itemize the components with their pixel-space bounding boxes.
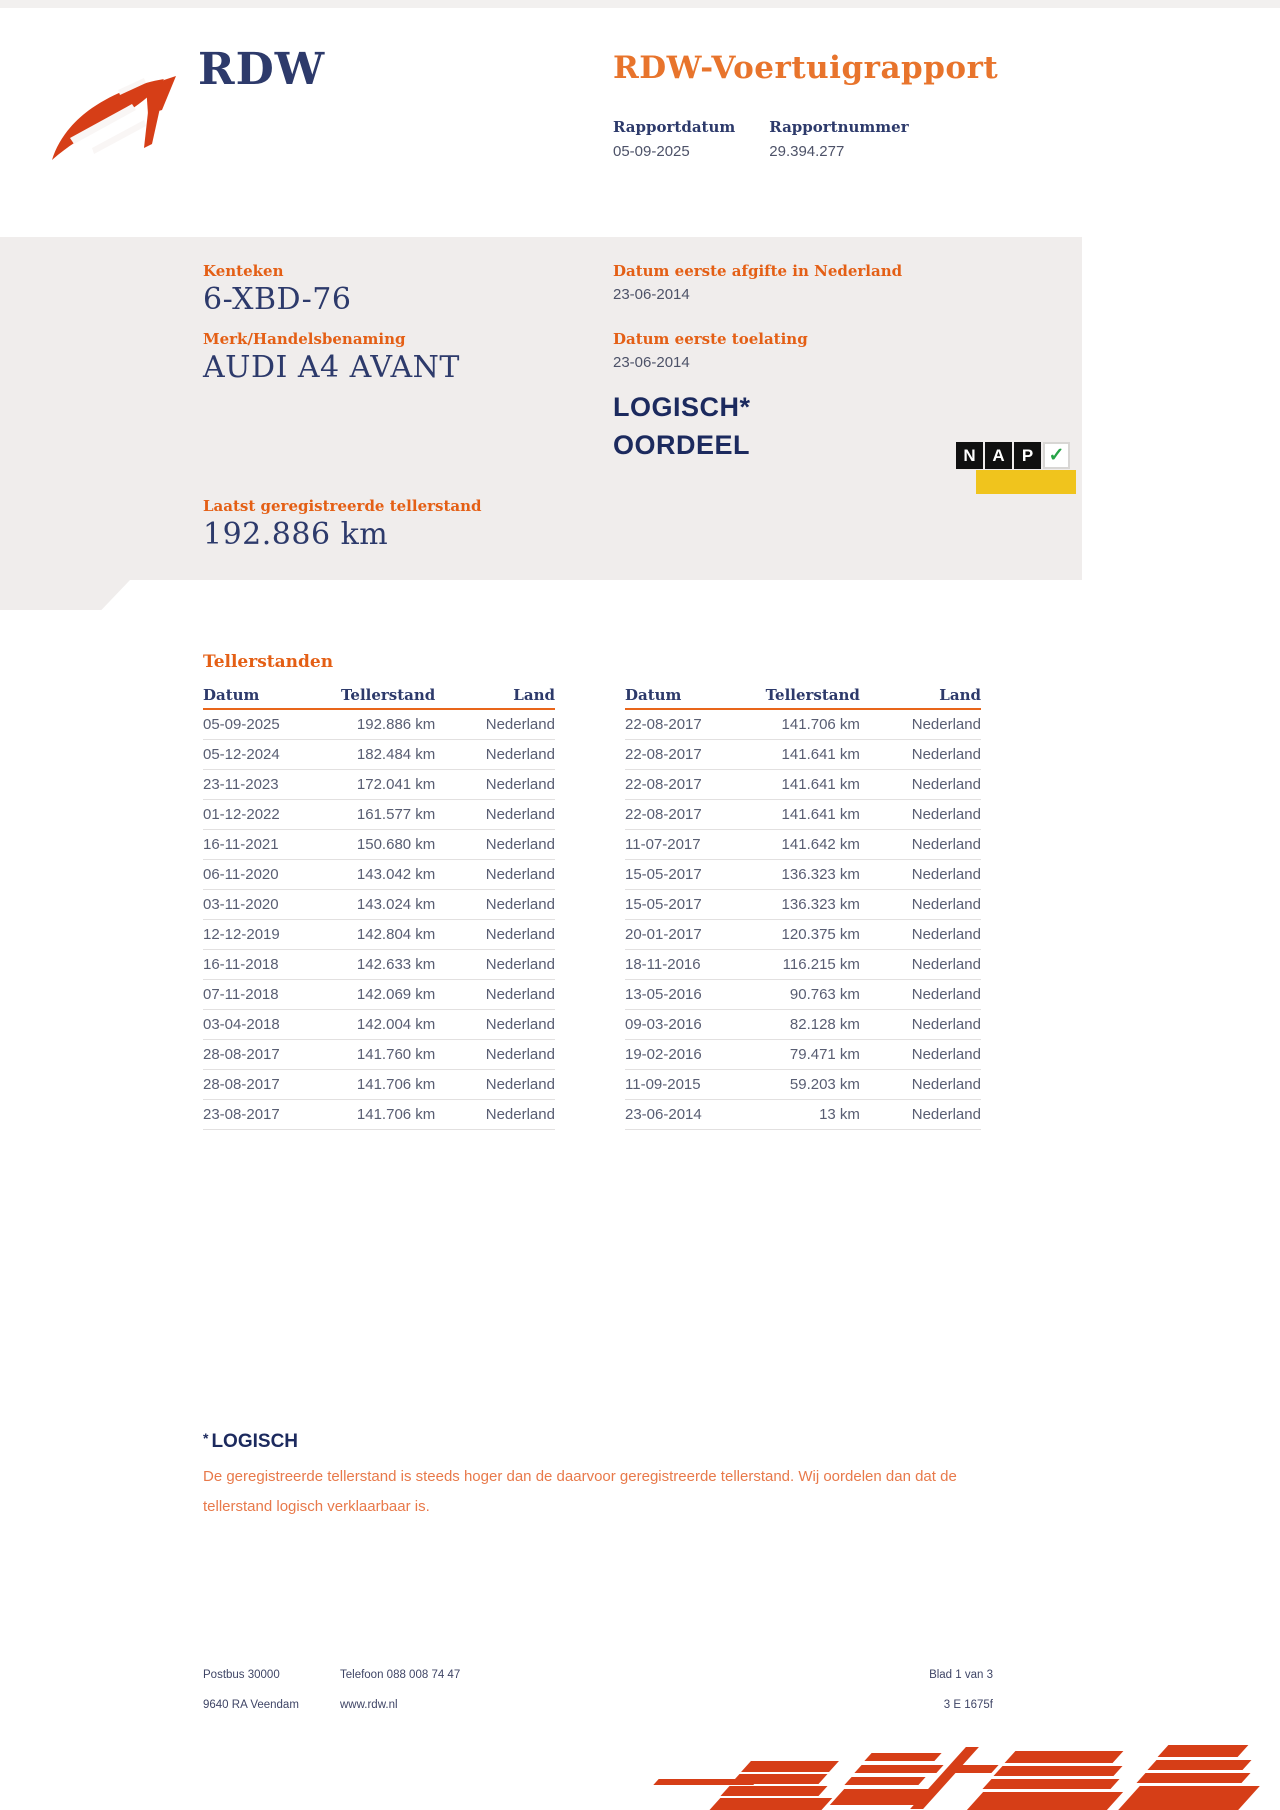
- verdict-text: [613, 388, 751, 464]
- table-row: [203, 980, 555, 1010]
- table-cell-country: Nederland: [485, 956, 555, 973]
- table-cell-country: Nederland: [485, 716, 555, 733]
- nap-letter-n: N: [956, 442, 983, 469]
- table-cell-date: 16-11-2018: [203, 956, 279, 973]
- table-cell-date: 16-11-2021: [203, 836, 279, 853]
- table-cell-country: Nederland: [485, 1016, 555, 1033]
- table-title: Tellerstanden: [203, 652, 334, 672]
- first-admission-label: Datum eerste toelating: [613, 330, 808, 348]
- vehicle-panel-tab: [0, 580, 130, 610]
- table-cell-date: 28-08-2017: [203, 1046, 280, 1063]
- footer-contact: [340, 1660, 460, 1720]
- table-cell-value: 142.069 km: [356, 986, 436, 1003]
- table-cell-country: Nederland: [911, 866, 981, 883]
- table-body: [625, 710, 981, 1130]
- header-datum: Datum: [203, 686, 260, 704]
- table-row: [625, 800, 981, 830]
- nap-letter-p: P: [1014, 442, 1041, 469]
- table-row: [625, 1040, 981, 1070]
- table-cell-country: Nederland: [911, 716, 981, 733]
- report-date-block: [613, 118, 735, 160]
- table-body: [203, 710, 555, 1130]
- verdict-line1: LOGISCH*: [613, 392, 751, 422]
- table-cell-value: 79.471 km: [789, 1046, 860, 1063]
- report-number-label: Rapportnummer: [769, 118, 909, 136]
- table-cell-date: 23-08-2017: [203, 1106, 280, 1123]
- rdw-wordmark: RDW: [198, 44, 326, 95]
- table-cell-country: Nederland: [911, 1076, 981, 1093]
- table-cell-date: 11-09-2015: [625, 1076, 701, 1093]
- table-cell-date: 19-02-2016: [625, 1046, 702, 1063]
- table-row: [203, 920, 555, 950]
- table-cell-country: Nederland: [485, 1076, 555, 1093]
- table-cell-date: 07-11-2018: [203, 986, 279, 1003]
- table-cell-date: 22-08-2017: [625, 776, 702, 793]
- table-cell-value: 142.004 km: [356, 1016, 436, 1033]
- table-row: [625, 980, 981, 1010]
- table-row: [203, 1070, 555, 1100]
- footnote-text: De geregistreerde tellerstand is steeds hoger dan de daarvoor geregistreerde tellerstand. Wij oordelen dan dat de tellerstand logisch verklaarbaar is.: [203, 1468, 957, 1515]
- report-number-value: 29.394.277: [769, 143, 845, 160]
- table-cell-country: Nederland: [911, 836, 981, 853]
- table-cell-date: 23-11-2023: [203, 776, 279, 793]
- table-cell-value: 143.024 km: [356, 896, 436, 913]
- table-cell-country: Nederland: [485, 836, 555, 853]
- table-row: [203, 800, 555, 830]
- table-cell-date: 05-12-2024: [203, 746, 280, 763]
- rdw-stripe-decoration: [618, 1735, 1280, 1810]
- table-cell-value: 90.763 km: [789, 986, 860, 1003]
- table-cell-country: Nederland: [485, 1106, 555, 1123]
- table-row: [625, 740, 981, 770]
- table-cell-value: 141.706 km: [781, 716, 860, 733]
- table-cell-value: 13 km: [819, 1106, 860, 1123]
- table-row: [625, 860, 981, 890]
- table-cell-date: 18-11-2016: [625, 956, 701, 973]
- license-value: 6-XBD-76: [203, 282, 352, 317]
- footer-address-line1: Postbus 30000: [203, 1669, 280, 1681]
- table-row: [203, 1040, 555, 1070]
- table-cell-value: 150.680 km: [356, 836, 436, 853]
- table-cell-value: 82.128 km: [789, 1016, 860, 1033]
- vehicle-panel: [0, 237, 1082, 580]
- table-header-row: [625, 686, 981, 710]
- table-cell-value: 141.641 km: [781, 746, 860, 763]
- table-row: [625, 890, 981, 920]
- table-row: [203, 740, 555, 770]
- footer-page-info: [818, 1660, 993, 1720]
- table-cell-value: 182.484 km: [356, 746, 436, 763]
- table-row: [203, 830, 555, 860]
- table-row: [625, 710, 981, 740]
- table-row: [203, 860, 555, 890]
- table-cell-value: 143.042 km: [356, 866, 436, 883]
- table-cell-country: Nederland: [485, 926, 555, 943]
- nap-check-icon: ✓: [1043, 442, 1070, 469]
- rdw-logo-icon: [48, 52, 180, 166]
- table-cell-date: 15-05-2017: [625, 896, 702, 913]
- table-cell-date: 06-11-2020: [203, 866, 279, 883]
- table-row: [203, 770, 555, 800]
- report-meta: [613, 118, 909, 160]
- table-cell-country: Nederland: [911, 776, 981, 793]
- table-cell-value: 141.641 km: [781, 806, 860, 823]
- nap-yellow-bar: [976, 470, 1076, 494]
- table-cell-value: 161.577 km: [356, 806, 436, 823]
- table-cell-value: 141.642 km: [781, 836, 860, 853]
- footnote-title: [203, 1430, 298, 1453]
- footer-website: www.rdw.nl: [340, 1699, 398, 1711]
- odometer-label: Laatst geregistreerde tellerstand: [203, 497, 482, 515]
- table-cell-value: 172.041 km: [356, 776, 436, 793]
- table-cell-date: 09-03-2016: [625, 1016, 702, 1033]
- table-header-row: [203, 686, 555, 710]
- table-cell-country: Nederland: [911, 1016, 981, 1033]
- first-admission-value: 23-06-2014: [613, 354, 690, 371]
- table-cell-date: 22-08-2017: [625, 806, 702, 823]
- odometer-value: 192.886 km: [203, 517, 389, 552]
- table-cell-country: Nederland: [485, 746, 555, 763]
- table-row: [203, 950, 555, 980]
- table-cell-value: 192.886 km: [356, 716, 436, 733]
- footnote-title-text: LOGISCH: [211, 1431, 299, 1452]
- table-cell-value: 116.215 km: [782, 956, 860, 973]
- verdict-line2: OORDEEL: [613, 430, 751, 460]
- table-cell-date: 01-12-2022: [203, 806, 280, 823]
- nap-logo-icon: [956, 438, 1076, 498]
- table-cell-date: 23-06-2014: [625, 1106, 702, 1123]
- nap-letter-a: A: [985, 442, 1012, 469]
- table-cell-country: Nederland: [911, 986, 981, 1003]
- footer-address: [203, 1660, 299, 1720]
- table-cell-date: 11-07-2017: [625, 836, 701, 853]
- header-tellerstand: Tellerstand: [340, 686, 436, 704]
- table-cell-country: Nederland: [911, 956, 981, 973]
- table-cell-value: 141.760 km: [356, 1046, 436, 1063]
- table-cell-value: 141.706 km: [356, 1076, 436, 1093]
- table-cell-value: 136.323 km: [781, 866, 860, 883]
- footer-page-number: Blad 1 van 3: [929, 1669, 993, 1681]
- table-cell-country: Nederland: [911, 896, 981, 913]
- table-cell-value: 142.633 km: [356, 956, 436, 973]
- footer-address-line2: 9640 RA Veendam: [203, 1699, 299, 1711]
- table-cell-value: 59.203 km: [789, 1076, 860, 1093]
- table-cell-date: 15-05-2017: [625, 866, 702, 883]
- table-cell-date: 22-08-2017: [625, 746, 702, 763]
- table-cell-country: Nederland: [485, 1046, 555, 1063]
- table-row: [625, 1010, 981, 1040]
- license-label: Kenteken: [203, 262, 284, 280]
- table-row: [625, 1070, 981, 1100]
- table-cell-country: Nederland: [911, 806, 981, 823]
- header-tellerstand: Tellerstand: [765, 686, 860, 704]
- table-row: [203, 1010, 555, 1040]
- header-land: Land: [513, 686, 555, 704]
- header-datum: Datum: [625, 686, 682, 704]
- first-issue-value: 23-06-2014: [613, 286, 690, 303]
- table-cell-date: 12-12-2019: [203, 926, 280, 943]
- table-cell-country: Nederland: [911, 926, 981, 943]
- table-cell-date: 05-09-2025: [203, 716, 280, 733]
- table-cell-date: 03-04-2018: [203, 1016, 280, 1033]
- table-cell-country: Nederland: [485, 896, 555, 913]
- table-cell-value: 142.804 km: [356, 926, 436, 943]
- table-row: [625, 770, 981, 800]
- table-row: [625, 830, 981, 860]
- table-row: [625, 1100, 981, 1130]
- table-cell-value: 141.641 km: [781, 776, 860, 793]
- top-strip: [0, 0, 1280, 8]
- table-cell-value: 136.323 km: [781, 896, 860, 913]
- page-title: RDW-Voertuigrapport: [613, 50, 999, 86]
- table-row: [625, 950, 981, 980]
- report-number-block: [769, 118, 908, 160]
- footnote-star: *: [203, 1430, 209, 1446]
- table-cell-country: Nederland: [485, 866, 555, 883]
- brand-value: AUDI A4 AVANT: [203, 350, 460, 385]
- table-cell-date: 13-05-2016: [625, 986, 702, 1003]
- odometer-table-left: [203, 686, 555, 1130]
- footer-form-code: 3 E 1675f: [943, 1699, 993, 1711]
- table-cell-country: Nederland: [911, 746, 981, 763]
- table-cell-country: Nederland: [911, 1046, 981, 1063]
- report-date-value: 05-09-2025: [613, 143, 690, 160]
- table-cell-country: Nederland: [911, 1106, 981, 1123]
- table-cell-value: 141.706 km: [356, 1106, 436, 1123]
- report-date-label: Rapportdatum: [613, 118, 736, 136]
- header-land: Land: [939, 686, 981, 704]
- first-issue-label: Datum eerste afgifte in Nederland: [613, 262, 903, 280]
- table-cell-country: Nederland: [485, 986, 555, 1003]
- table-cell-date: 20-01-2017: [625, 926, 702, 943]
- odometer-table-right: [625, 686, 981, 1130]
- table-row: [203, 710, 555, 740]
- table-cell-country: Nederland: [485, 776, 555, 793]
- table-row: [203, 1100, 555, 1130]
- table-row: [625, 920, 981, 950]
- table-cell-date: 28-08-2017: [203, 1076, 280, 1093]
- footer-phone: Telefoon 088 008 74 47: [340, 1669, 461, 1681]
- brand-label: Merk/Handelsbenaming: [203, 330, 406, 348]
- table-row: [203, 890, 555, 920]
- table-cell-date: 22-08-2017: [625, 716, 702, 733]
- table-cell-country: Nederland: [485, 806, 555, 823]
- table-cell-value: 120.375 km: [781, 926, 860, 943]
- table-cell-date: 03-11-2020: [203, 896, 279, 913]
